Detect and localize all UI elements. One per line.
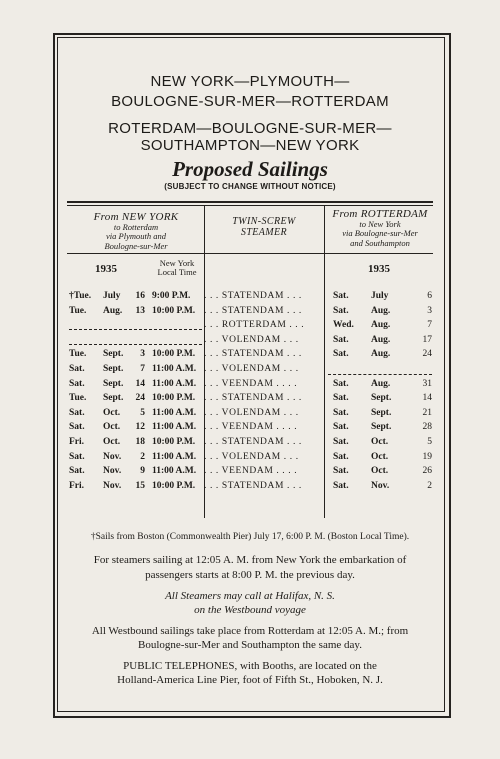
return-month: Nov. <box>371 480 390 491</box>
departure-month: July <box>103 291 121 301</box>
departure-day: Tue. <box>69 349 87 360</box>
route-eastbound-line1: ROTERDAM—BOULOGNE-SUR-MER— <box>108 120 392 137</box>
departure-month: Oct. <box>103 437 121 447</box>
return-date: 28 <box>422 422 432 433</box>
local-time-line: New York <box>159 258 195 268</box>
table-top-rule-thin <box>67 205 433 206</box>
departure-time: 10:00 P.M. <box>152 305 196 316</box>
return-day: Sat. <box>333 407 349 418</box>
departure-month: Nov. <box>103 480 122 491</box>
local-time-label <box>152 259 202 277</box>
return-date: 6 <box>427 291 432 301</box>
departure-time: 11:00 A.M. <box>152 422 197 433</box>
return-date: 31 <box>422 378 432 389</box>
departure-month: Nov. <box>103 466 122 477</box>
departure-date: 2 <box>140 451 145 462</box>
left-header-line: Boulogne-sur-Mer <box>104 240 168 251</box>
departure-day: Fri. <box>69 480 85 491</box>
departure-time: 11:00 A.M. <box>152 378 197 389</box>
departure-date: 12 <box>135 422 145 433</box>
departure-time: 10:00 P.M. <box>152 480 196 491</box>
return-date: 14 <box>422 393 432 404</box>
return-month: Oct. <box>371 466 389 477</box>
return-date: 19 <box>422 451 432 462</box>
sailing-row <box>0 320 500 334</box>
steamer-name: . . . STATENDAM . . . <box>204 305 302 316</box>
return-day: Sat. <box>333 393 349 404</box>
local-time-line: Local Time <box>157 267 197 277</box>
departure-time: 9:00 P.M. <box>152 291 191 301</box>
mid-header-line: TWIN-SCREW <box>232 216 296 227</box>
return-month: Aug. <box>371 334 391 345</box>
route-westbound-line1: NEW YORK—PLYMOUTH— <box>150 73 350 90</box>
steamer-name: . . . VEENDAM . . . . <box>204 466 298 477</box>
departure-time: 11:00 A.M. <box>152 451 197 462</box>
departure-date: 14 <box>135 378 145 389</box>
departure-day: Sat. <box>69 466 85 477</box>
steamer-name: . . . STATENDAM . . . <box>204 291 302 301</box>
westbound-note-line1: All Westbound sailings take place from Rotterdam at 12:05 A. M.; from <box>91 625 409 637</box>
departure-time: 10:00 P.M. <box>152 349 196 360</box>
return-month: Sept. <box>371 393 392 404</box>
return-day: Sat. <box>333 334 349 345</box>
departure-month: Aug. <box>103 305 123 316</box>
departure-day: Sat. <box>69 407 85 418</box>
return-day: Sat. <box>333 451 349 462</box>
return-day: Sat. <box>333 466 349 477</box>
return-date: 17 <box>422 334 432 345</box>
embarkation-note-line1: For steamers sailing at 12:05 A. M. from New York the embarkation of <box>93 554 407 566</box>
return-day: Sat. <box>333 349 349 360</box>
left-column-header <box>68 213 204 251</box>
departure-date: 5 <box>140 407 145 418</box>
return-day: Sat. <box>333 291 349 301</box>
steamer-name: . . . STATENDAM . . . <box>204 480 302 491</box>
return-month: Aug. <box>371 305 391 316</box>
sailing-row <box>0 335 500 349</box>
right-header-line: via Boulogne-sur-Mer <box>342 228 418 238</box>
departure-month: Sept. <box>103 393 124 404</box>
blank-row-rule <box>69 329 202 330</box>
embarkation-note-line2: passengers starts at 8:00 P. M. the previous day. <box>145 569 355 581</box>
departure-time: 11:00 A.M. <box>152 364 197 374</box>
steamer-name: . . . VOLENDAM . . . <box>204 451 299 462</box>
departure-month: Sept. <box>103 349 124 360</box>
return-month: Oct. <box>371 451 389 462</box>
return-day: Sat. <box>333 305 349 316</box>
steamer-column-header <box>206 216 322 238</box>
departure-day: Fri. <box>69 437 85 447</box>
right-year: 1935 <box>368 263 390 275</box>
telephones-note-line2: Holland-America Line Pier, foot of Fifth St., Hoboken, N. J. <box>117 674 383 686</box>
table-header-rule <box>67 253 433 254</box>
departure-month: Oct. <box>103 407 121 418</box>
boston-footnote: †Sails from Boston (Commonwealth Pier) July 17, 6:00 P. M. (Boston Local Time). <box>90 532 410 542</box>
departure-date: 18 <box>135 437 145 447</box>
departure-time: 11:00 A.M. <box>152 466 197 477</box>
sailing-row <box>0 306 500 320</box>
page-title: Proposed Sailings <box>172 157 328 181</box>
departure-date: 9 <box>140 466 145 477</box>
return-date: 3 <box>427 305 432 316</box>
left-year: 1935 <box>95 263 117 275</box>
departure-time: 10:00 P.M. <box>152 437 196 447</box>
return-month: Sept. <box>371 407 392 418</box>
departure-day: Sat. <box>69 422 85 433</box>
departure-month: Sept. <box>103 364 124 374</box>
sailing-row <box>0 466 500 480</box>
right-header-line: From ROTTERDAM <box>332 208 428 220</box>
departure-day: Sat. <box>69 451 85 462</box>
left-header-line: From NEW YORK <box>93 211 179 223</box>
steamer-name: . . . ROTTERDAM . . . <box>204 320 305 331</box>
blank-row-rule <box>328 374 432 375</box>
return-day: Sat. <box>333 437 349 447</box>
sailing-row <box>0 393 500 407</box>
halifax-note-line1: All Steamers may call at Halifax, N. S. <box>165 590 335 602</box>
return-month: Aug. <box>371 378 391 389</box>
steamer-name: . . . VOLENDAM . . . <box>204 334 299 345</box>
return-date: 26 <box>422 466 432 477</box>
page-subtitle: (SUBJECT TO CHANGE WITHOUT NOTICE) <box>164 182 336 191</box>
return-day: Sat. <box>333 422 349 433</box>
steamer-name: . . . VOLENDAM . . . <box>204 407 299 418</box>
right-header-line: to New York <box>359 218 401 229</box>
steamer-name: . . . STATENDAM . . . <box>204 393 302 404</box>
return-month: Aug. <box>371 320 391 331</box>
steamer-name: . . . STATENDAM . . . <box>204 349 302 360</box>
return-date: 7 <box>427 320 432 331</box>
departure-day: †Tue. <box>69 291 92 301</box>
sailing-row <box>0 408 500 422</box>
departure-time: 11:00 A.M. <box>152 407 197 418</box>
return-date: 24 <box>422 349 432 360</box>
departure-month: Oct. <box>103 422 121 433</box>
route-eastbound-line2: SOUTHAMPTON—NEW YORK <box>140 137 360 154</box>
return-day: Wed. <box>333 320 354 331</box>
sailing-row <box>0 349 500 363</box>
return-day: Sat. <box>333 480 349 491</box>
departure-date: 15 <box>135 480 145 491</box>
sailing-row <box>0 291 500 305</box>
return-month: July <box>371 291 389 301</box>
departure-date: 24 <box>135 393 145 404</box>
return-month: Aug. <box>371 349 391 360</box>
departure-day: Sat. <box>69 378 85 389</box>
sailing-row <box>0 422 500 436</box>
table-top-rule <box>67 201 433 203</box>
return-date: 5 <box>427 437 432 447</box>
return-day: Sat. <box>333 378 349 389</box>
departure-date: 16 <box>135 291 145 301</box>
departure-day: Tue. <box>69 393 87 404</box>
departure-month: Sept. <box>103 378 124 389</box>
mid-header-line: STEAMER <box>240 227 288 238</box>
departure-date: 3 <box>140 349 145 360</box>
departure-time: 10:00 P.M. <box>152 393 196 404</box>
departure-day: Tue. <box>69 305 87 316</box>
return-month: Oct. <box>371 437 389 447</box>
halifax-note-line2: on the Westbound voyage <box>194 604 306 616</box>
westbound-note-line2: Boulogne-sur-Mer and Southampton the same day. <box>138 639 362 651</box>
sailing-row <box>0 364 500 378</box>
telephones-note-line1: PUBLIC TELEPHONES, with Booths, are located on the <box>123 660 377 672</box>
left-header-line: to Rotterdam <box>113 221 159 232</box>
sailing-row <box>0 437 500 451</box>
steamer-name: . . . STATENDAM . . . <box>204 437 302 447</box>
departure-date: 13 <box>135 305 145 316</box>
route-westbound-line2: BOULOGNE-SUR-MER—ROTTERDAM <box>111 93 389 110</box>
sailing-row <box>0 452 500 466</box>
steamer-name: . . . VEENDAM . . . . <box>204 422 298 433</box>
right-column-header <box>325 210 435 248</box>
sailing-row <box>0 379 500 393</box>
steamer-name: . . . VEENDAM . . . . <box>204 378 298 389</box>
left-header-line: via Plymouth and <box>106 231 166 241</box>
steamer-name: . . . VOLENDAM . . . <box>204 364 299 374</box>
return-date: 2 <box>427 480 432 491</box>
departure-day: Sat. <box>69 364 85 374</box>
return-month: Sept. <box>371 422 392 433</box>
return-date: 21 <box>422 407 432 418</box>
departure-date: 7 <box>140 364 145 374</box>
sailing-row <box>0 481 500 495</box>
blank-row-rule <box>69 344 202 345</box>
right-header-line: and Southampton <box>350 237 410 248</box>
departure-month: Nov. <box>103 451 122 462</box>
